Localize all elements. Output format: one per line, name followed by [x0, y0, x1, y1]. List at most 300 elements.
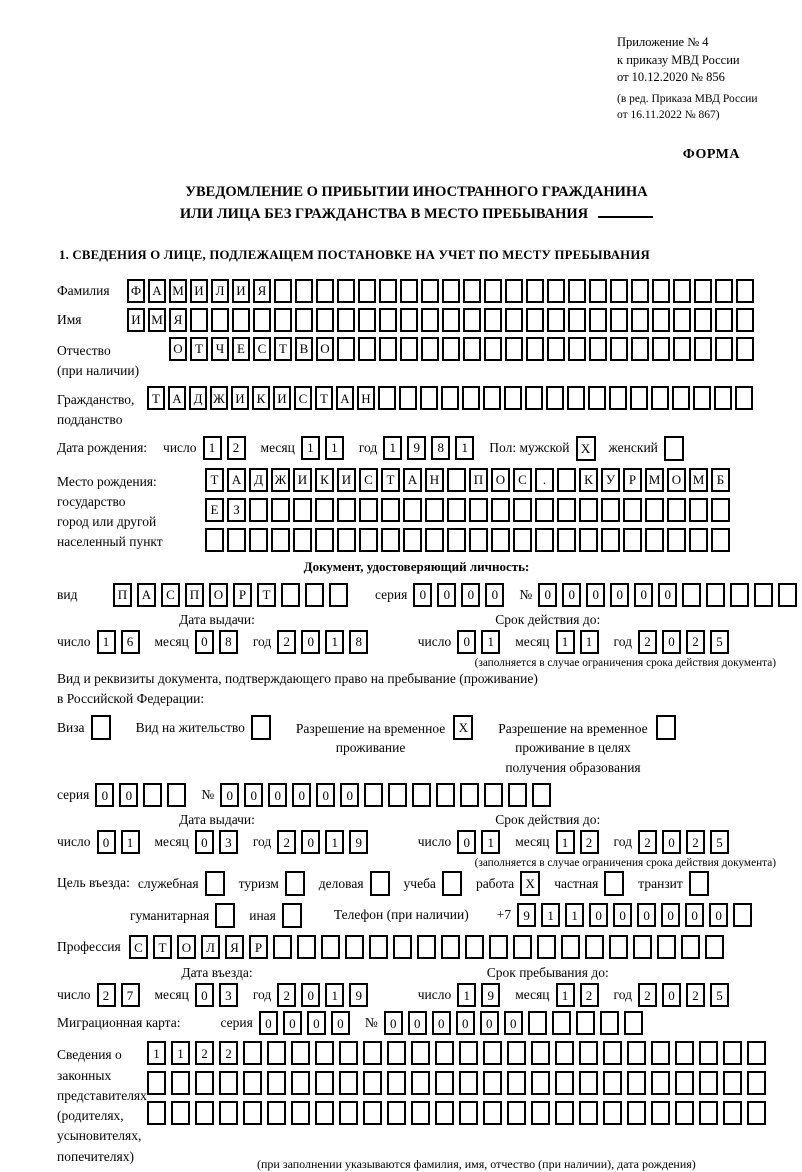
profession-cell[interactable] [609, 935, 628, 959]
profession-cell[interactable] [393, 935, 412, 959]
guardians-cell[interactable] [387, 1101, 406, 1125]
birth-month-cell[interactable]: 1 [301, 436, 320, 460]
name-cell[interactable] [673, 308, 691, 332]
citizenship-cell[interactable]: А [336, 386, 354, 410]
guardians-cell[interactable] [339, 1041, 358, 1065]
doc-series-cell[interactable]: 0 [485, 583, 504, 607]
surname-cell[interactable]: И [232, 279, 250, 303]
profession-cell[interactable] [465, 935, 484, 959]
entry-year-cell[interactable]: 2 [277, 983, 296, 1007]
surname-cell[interactable] [568, 279, 586, 303]
birth-place-cell[interactable] [205, 528, 224, 552]
birth-place-cell[interactable] [491, 528, 510, 552]
migr-number-cell[interactable]: 0 [408, 1011, 427, 1035]
patronymic-cell[interactable]: Ч [211, 337, 229, 361]
birth-year-cell[interactable]: 1 [383, 436, 402, 460]
guardians-cell[interactable] [459, 1041, 478, 1065]
resid-issue-day-cell[interactable]: 1 [121, 830, 140, 854]
surname-cell[interactable] [400, 279, 418, 303]
birth-place-cell[interactable] [469, 528, 488, 552]
resid-issue-month-cell[interactable]: 0 [195, 830, 214, 854]
surname-cell[interactable] [631, 279, 649, 303]
profession-cell[interactable]: Л [201, 935, 220, 959]
doc-number-cell[interactable] [754, 583, 773, 607]
birth-place-cell[interactable] [403, 498, 422, 522]
birth-place-cell[interactable] [491, 498, 510, 522]
sex-female-checkbox[interactable] [664, 436, 684, 461]
surname-cell[interactable] [589, 279, 607, 303]
guardians-cell[interactable] [483, 1071, 502, 1095]
guardians-cell[interactable] [747, 1101, 766, 1125]
citizenship-cell[interactable] [546, 386, 564, 410]
migr-series-cell[interactable]: 0 [283, 1011, 302, 1035]
surname-cell[interactable] [694, 279, 712, 303]
resid-number-cell[interactable]: 0 [268, 783, 287, 807]
guardians-cell[interactable] [387, 1041, 406, 1065]
birth-place-cell[interactable]: К [579, 468, 598, 492]
birth-place-cell[interactable]: А [227, 468, 246, 492]
doc-valid-year-cell[interactable]: 2 [686, 630, 705, 654]
migr-number-cell[interactable]: 0 [384, 1011, 403, 1035]
patronymic-cell[interactable] [400, 337, 418, 361]
resid-number-cell[interactable]: 0 [316, 783, 335, 807]
profession-cell[interactable] [561, 935, 580, 959]
guardians-cell[interactable] [507, 1101, 526, 1125]
citizenship-cell[interactable] [420, 386, 438, 410]
migr-number-cell[interactable]: 0 [480, 1011, 499, 1035]
resid-issue-year-cell[interactable]: 0 [301, 830, 320, 854]
guardians-cell[interactable] [411, 1101, 430, 1125]
phone-cell[interactable]: 9 [517, 903, 536, 927]
doc-issue-year-cell[interactable]: 0 [301, 630, 320, 654]
birth-place-cell[interactable]: М [645, 468, 664, 492]
birth-place-cell[interactable] [425, 498, 444, 522]
birth-place-cell[interactable]: Б [711, 468, 730, 492]
birth-place-cell[interactable]: С [513, 468, 532, 492]
guardians-cell[interactable] [243, 1101, 262, 1125]
guardians-cell[interactable] [555, 1041, 574, 1065]
birth-place-cell[interactable]: М [689, 468, 708, 492]
patronymic-cell[interactable] [652, 337, 670, 361]
surname-cell[interactable] [652, 279, 670, 303]
surname-cell[interactable]: А [148, 279, 166, 303]
guardians-cell[interactable] [363, 1041, 382, 1065]
name-cell[interactable] [295, 308, 313, 332]
patronymic-cell[interactable] [442, 337, 460, 361]
name-cell[interactable] [421, 308, 439, 332]
patronymic-cell[interactable] [379, 337, 397, 361]
doc-valid-month-cell[interactable]: 1 [580, 630, 599, 654]
surname-cell[interactable] [673, 279, 691, 303]
phone-cell[interactable]: 1 [565, 903, 584, 927]
guardians-cell[interactable] [699, 1041, 718, 1065]
resid-number-cell[interactable] [436, 783, 455, 807]
surname-cell[interactable] [295, 279, 313, 303]
guardians-cell[interactable] [603, 1101, 622, 1125]
purpose-work-checkbox[interactable]: X [520, 871, 540, 896]
doc-issue-year-cell[interactable]: 1 [325, 630, 344, 654]
surname-cell[interactable] [274, 279, 292, 303]
name-cell[interactable] [526, 308, 544, 332]
stay-day-cell[interactable]: 9 [481, 983, 500, 1007]
citizenship-cell[interactable]: С [294, 386, 312, 410]
citizenship-cell[interactable] [483, 386, 501, 410]
doc-valid-year-cell[interactable]: 5 [710, 630, 729, 654]
birth-place-cell[interactable] [557, 468, 576, 492]
birth-place-cell[interactable]: П [469, 468, 488, 492]
birth-place-cell[interactable]: Т [381, 468, 400, 492]
citizenship-cell[interactable]: Ж [210, 386, 228, 410]
guardians-cell[interactable] [603, 1071, 622, 1095]
name-cell[interactable] [253, 308, 271, 332]
name-cell[interactable] [190, 308, 208, 332]
patronymic-cell[interactable]: О [169, 337, 187, 361]
citizenship-cell[interactable] [378, 386, 396, 410]
phone-cell[interactable]: 0 [589, 903, 608, 927]
profession-cell[interactable] [585, 935, 604, 959]
profession-cell[interactable] [321, 935, 340, 959]
surname-cell[interactable]: И [190, 279, 208, 303]
doc-valid-year-cell[interactable]: 2 [638, 630, 657, 654]
patronymic-cell[interactable] [526, 337, 544, 361]
birth-place-cell[interactable] [711, 498, 730, 522]
migr-number-cell[interactable]: 0 [432, 1011, 451, 1035]
resid-valid-month-cell[interactable]: 2 [580, 830, 599, 854]
patronymic-cell[interactable] [421, 337, 439, 361]
resid-valid-day-cell[interactable]: 0 [457, 830, 476, 854]
profession-cell[interactable] [417, 935, 436, 959]
birth-place-cell[interactable]: З [227, 498, 246, 522]
birth-place-cell[interactable] [469, 498, 488, 522]
guardians-cell[interactable] [747, 1041, 766, 1065]
name-cell[interactable] [274, 308, 292, 332]
name-cell[interactable] [505, 308, 523, 332]
patronymic-cell[interactable] [337, 337, 355, 361]
entry-year-cell[interactable]: 9 [349, 983, 368, 1007]
name-cell[interactable] [484, 308, 502, 332]
guardians-cell[interactable] [483, 1101, 502, 1125]
doc-kind-cell[interactable] [305, 583, 324, 607]
birth-place-cell[interactable] [623, 498, 642, 522]
guardians-cell[interactable]: 1 [171, 1041, 190, 1065]
birth-place-cell[interactable]: Е [205, 498, 224, 522]
guardians-cell[interactable]: 2 [195, 1041, 214, 1065]
phone-cell[interactable]: 0 [637, 903, 656, 927]
birth-place-cell[interactable] [337, 528, 356, 552]
surname-cell[interactable]: Я [253, 279, 271, 303]
birth-place-cell[interactable] [447, 528, 466, 552]
patronymic-cell[interactable] [505, 337, 523, 361]
guardians-cell[interactable] [651, 1071, 670, 1095]
doc-number-cell[interactable]: 0 [658, 583, 677, 607]
birth-place-cell[interactable] [315, 528, 334, 552]
surname-cell[interactable] [526, 279, 544, 303]
guardians-cell[interactable] [435, 1041, 454, 1065]
citizenship-cell[interactable] [462, 386, 480, 410]
guardians-cell[interactable] [579, 1041, 598, 1065]
doc-issue-day-cell[interactable]: 6 [121, 630, 140, 654]
name-cell[interactable] [400, 308, 418, 332]
patronymic-cell[interactable]: Т [274, 337, 292, 361]
birth-place-cell[interactable] [601, 498, 620, 522]
birth-place-cell[interactable] [381, 528, 400, 552]
guardians-cell[interactable] [387, 1071, 406, 1095]
citizenship-cell[interactable] [588, 386, 606, 410]
patronymic-cell[interactable]: С [253, 337, 271, 361]
guardians-cell[interactable] [315, 1041, 334, 1065]
guardians-cell[interactable] [555, 1071, 574, 1095]
citizenship-cell[interactable] [609, 386, 627, 410]
guardians-cell[interactable] [699, 1071, 718, 1095]
surname-cell[interactable] [379, 279, 397, 303]
guardians-cell[interactable]: 2 [219, 1041, 238, 1065]
migr-number-cell[interactable] [600, 1011, 619, 1035]
name-cell[interactable] [631, 308, 649, 332]
guardians-cell[interactable] [507, 1041, 526, 1065]
birth-place-cell[interactable] [513, 528, 532, 552]
guardians-cell[interactable] [147, 1071, 166, 1095]
purpose-study-checkbox[interactable] [442, 871, 462, 896]
citizenship-cell[interactable]: Т [147, 386, 165, 410]
citizenship-cell[interactable] [567, 386, 585, 410]
birth-place-cell[interactable] [293, 498, 312, 522]
doc-issue-month-cell[interactable]: 0 [195, 630, 214, 654]
purpose-transit-checkbox[interactable] [689, 871, 709, 896]
birth-place-cell[interactable] [403, 528, 422, 552]
name-cell[interactable]: Я [169, 308, 187, 332]
entry-year-cell[interactable]: 1 [325, 983, 344, 1007]
name-cell[interactable] [337, 308, 355, 332]
birth-place-cell[interactable] [337, 498, 356, 522]
guardians-cell[interactable] [651, 1041, 670, 1065]
birth-place-cell[interactable] [711, 528, 730, 552]
birth-place-cell[interactable] [513, 498, 532, 522]
birth-place-cell[interactable]: А [403, 468, 422, 492]
guardians-cell[interactable] [459, 1101, 478, 1125]
resid-valid-year-cell[interactable]: 0 [662, 830, 681, 854]
patronymic-cell[interactable] [715, 337, 733, 361]
migr-number-cell[interactable] [576, 1011, 595, 1035]
profession-cell[interactable]: Р [249, 935, 268, 959]
profession-cell[interactable] [273, 935, 292, 959]
birth-place-cell[interactable] [579, 498, 598, 522]
doc-number-cell[interactable] [730, 583, 749, 607]
guardians-cell[interactable] [219, 1071, 238, 1095]
surname-cell[interactable] [337, 279, 355, 303]
guardians-cell[interactable] [627, 1041, 646, 1065]
guardians-cell[interactable] [723, 1101, 742, 1125]
doc-number-cell[interactable] [778, 583, 797, 607]
profession-cell[interactable] [489, 935, 508, 959]
guardians-cell[interactable] [171, 1101, 190, 1125]
patronymic-cell[interactable]: Т [190, 337, 208, 361]
guardians-cell[interactable] [675, 1071, 694, 1095]
guardians-cell[interactable] [267, 1071, 286, 1095]
resid-series-cell[interactable] [143, 783, 162, 807]
citizenship-cell[interactable] [672, 386, 690, 410]
purpose-official-checkbox[interactable] [205, 871, 225, 896]
patronymic-cell[interactable]: В [295, 337, 313, 361]
doc-kind-cell[interactable]: П [113, 583, 132, 607]
phone-cell[interactable]: 0 [661, 903, 680, 927]
patronymic-cell[interactable] [547, 337, 565, 361]
resid-number-cell[interactable] [388, 783, 407, 807]
surname-cell[interactable] [463, 279, 481, 303]
profession-cell[interactable] [537, 935, 556, 959]
resid-number-cell[interactable] [364, 783, 383, 807]
profession-cell[interactable]: С [129, 935, 148, 959]
birth-place-cell[interactable]: О [667, 468, 686, 492]
guardians-cell[interactable] [339, 1071, 358, 1095]
birth-place-cell[interactable] [535, 498, 554, 522]
doc-issue-year-cell[interactable]: 2 [277, 630, 296, 654]
patronymic-cell[interactable] [463, 337, 481, 361]
birth-place-cell[interactable] [249, 528, 268, 552]
profession-cell[interactable] [633, 935, 652, 959]
citizenship-cell[interactable]: Н [357, 386, 375, 410]
guardians-cell[interactable] [411, 1071, 430, 1095]
doc-series-cell[interactable]: 0 [413, 583, 432, 607]
surname-cell[interactable] [484, 279, 502, 303]
residence-permit-checkbox[interactable] [251, 715, 271, 740]
patronymic-cell[interactable] [736, 337, 754, 361]
birth-place-cell[interactable] [227, 528, 246, 552]
doc-valid-year-cell[interactable]: 0 [662, 630, 681, 654]
guardians-cell[interactable] [723, 1041, 742, 1065]
birth-place-cell[interactable]: Д [249, 468, 268, 492]
birth-place-cell[interactable] [557, 528, 576, 552]
patronymic-cell[interactable] [358, 337, 376, 361]
patronymic-cell[interactable]: Е [232, 337, 250, 361]
doc-valid-month-cell[interactable]: 1 [556, 630, 575, 654]
resid-valid-year-cell[interactable]: 5 [710, 830, 729, 854]
guardians-cell[interactable] [531, 1041, 550, 1065]
purpose-other-checkbox[interactable] [282, 903, 302, 928]
citizenship-cell[interactable] [441, 386, 459, 410]
edu-permit-checkbox[interactable] [656, 715, 676, 740]
name-cell[interactable] [232, 308, 250, 332]
stay-year-cell[interactable]: 2 [638, 983, 657, 1007]
guardians-cell[interactable] [243, 1041, 262, 1065]
patronymic-cell[interactable] [589, 337, 607, 361]
profession-cell[interactable] [297, 935, 316, 959]
citizenship-cell[interactable]: И [231, 386, 249, 410]
guardians-cell[interactable] [411, 1041, 430, 1065]
guardians-cell[interactable] [627, 1101, 646, 1125]
name-cell[interactable] [715, 308, 733, 332]
stay-year-cell[interactable]: 5 [710, 983, 729, 1007]
resid-series-cell[interactable] [167, 783, 186, 807]
birth-place-cell[interactable] [447, 468, 466, 492]
guardians-cell[interactable] [435, 1071, 454, 1095]
guardians-cell[interactable] [483, 1041, 502, 1065]
stay-month-cell[interactable]: 1 [556, 983, 575, 1007]
citizenship-cell[interactable]: И [273, 386, 291, 410]
purpose-private-checkbox[interactable] [604, 871, 624, 896]
phone-cell[interactable]: 0 [685, 903, 704, 927]
birth-place-cell[interactable] [381, 498, 400, 522]
guardians-cell[interactable] [339, 1101, 358, 1125]
name-cell[interactable] [652, 308, 670, 332]
purpose-tourism-checkbox[interactable] [285, 871, 305, 896]
profession-cell[interactable]: Т [153, 935, 172, 959]
name-cell[interactable] [358, 308, 376, 332]
resid-number-cell[interactable] [460, 783, 479, 807]
entry-month-cell[interactable]: 0 [195, 983, 214, 1007]
purpose-business-checkbox[interactable] [370, 871, 390, 896]
guardians-cell[interactable] [507, 1071, 526, 1095]
resid-number-cell[interactable] [532, 783, 551, 807]
birth-place-cell[interactable]: Т [205, 468, 224, 492]
birth-place-cell[interactable] [359, 498, 378, 522]
resid-valid-year-cell[interactable]: 2 [686, 830, 705, 854]
birth-place-cell[interactable] [249, 498, 268, 522]
guardians-cell[interactable] [219, 1101, 238, 1125]
guardians-cell[interactable] [195, 1101, 214, 1125]
guardians-cell[interactable] [675, 1041, 694, 1065]
doc-number-cell[interactable]: 0 [610, 583, 629, 607]
resid-issue-day-cell[interactable]: 0 [97, 830, 116, 854]
guardians-cell[interactable] [147, 1101, 166, 1125]
birth-day-cell[interactable]: 2 [227, 436, 246, 460]
entry-day-cell[interactable]: 7 [121, 983, 140, 1007]
profession-cell[interactable]: Я [225, 935, 244, 959]
citizenship-cell[interactable] [399, 386, 417, 410]
migr-number-cell[interactable] [528, 1011, 547, 1035]
name-cell[interactable]: И [127, 308, 145, 332]
doc-number-cell[interactable]: 0 [634, 583, 653, 607]
birth-place-cell[interactable] [425, 528, 444, 552]
migr-number-cell[interactable]: 0 [456, 1011, 475, 1035]
citizenship-cell[interactable] [504, 386, 522, 410]
doc-kind-cell[interactable]: Р [233, 583, 252, 607]
purpose-humanitarian-checkbox[interactable] [215, 903, 235, 928]
citizenship-cell[interactable] [714, 386, 732, 410]
name-cell[interactable] [610, 308, 628, 332]
resid-number-cell[interactable]: 0 [292, 783, 311, 807]
name-cell[interactable] [442, 308, 460, 332]
temp-permit-checkbox[interactable]: X [453, 715, 473, 740]
stay-month-cell[interactable]: 2 [580, 983, 599, 1007]
birth-year-cell[interactable]: 8 [431, 436, 450, 460]
citizenship-cell[interactable]: К [252, 386, 270, 410]
birth-place-cell[interactable]: И [293, 468, 312, 492]
birth-place-cell[interactable] [315, 498, 334, 522]
birth-place-cell[interactable] [623, 528, 642, 552]
birth-place-cell[interactable]: Ж [271, 468, 290, 492]
patronymic-cell[interactable] [568, 337, 586, 361]
birth-place-cell[interactable]: С [359, 468, 378, 492]
birth-place-cell[interactable]: К [315, 468, 334, 492]
migr-number-cell[interactable] [624, 1011, 643, 1035]
birth-place-cell[interactable]: . [535, 468, 554, 492]
doc-number-cell[interactable] [706, 583, 725, 607]
surname-cell[interactable] [421, 279, 439, 303]
guardians-cell[interactable] [579, 1071, 598, 1095]
citizenship-cell[interactable] [651, 386, 669, 410]
guardians-cell[interactable] [651, 1101, 670, 1125]
profession-cell[interactable] [681, 935, 700, 959]
resid-number-cell[interactable] [508, 783, 527, 807]
birth-year-cell[interactable]: 9 [407, 436, 426, 460]
patronymic-cell[interactable]: О [316, 337, 334, 361]
birth-place-cell[interactable] [535, 528, 554, 552]
citizenship-cell[interactable] [693, 386, 711, 410]
guardians-cell[interactable] [531, 1071, 550, 1095]
doc-number-cell[interactable]: 0 [562, 583, 581, 607]
name-cell[interactable] [379, 308, 397, 332]
doc-kind-cell[interactable]: С [161, 583, 180, 607]
